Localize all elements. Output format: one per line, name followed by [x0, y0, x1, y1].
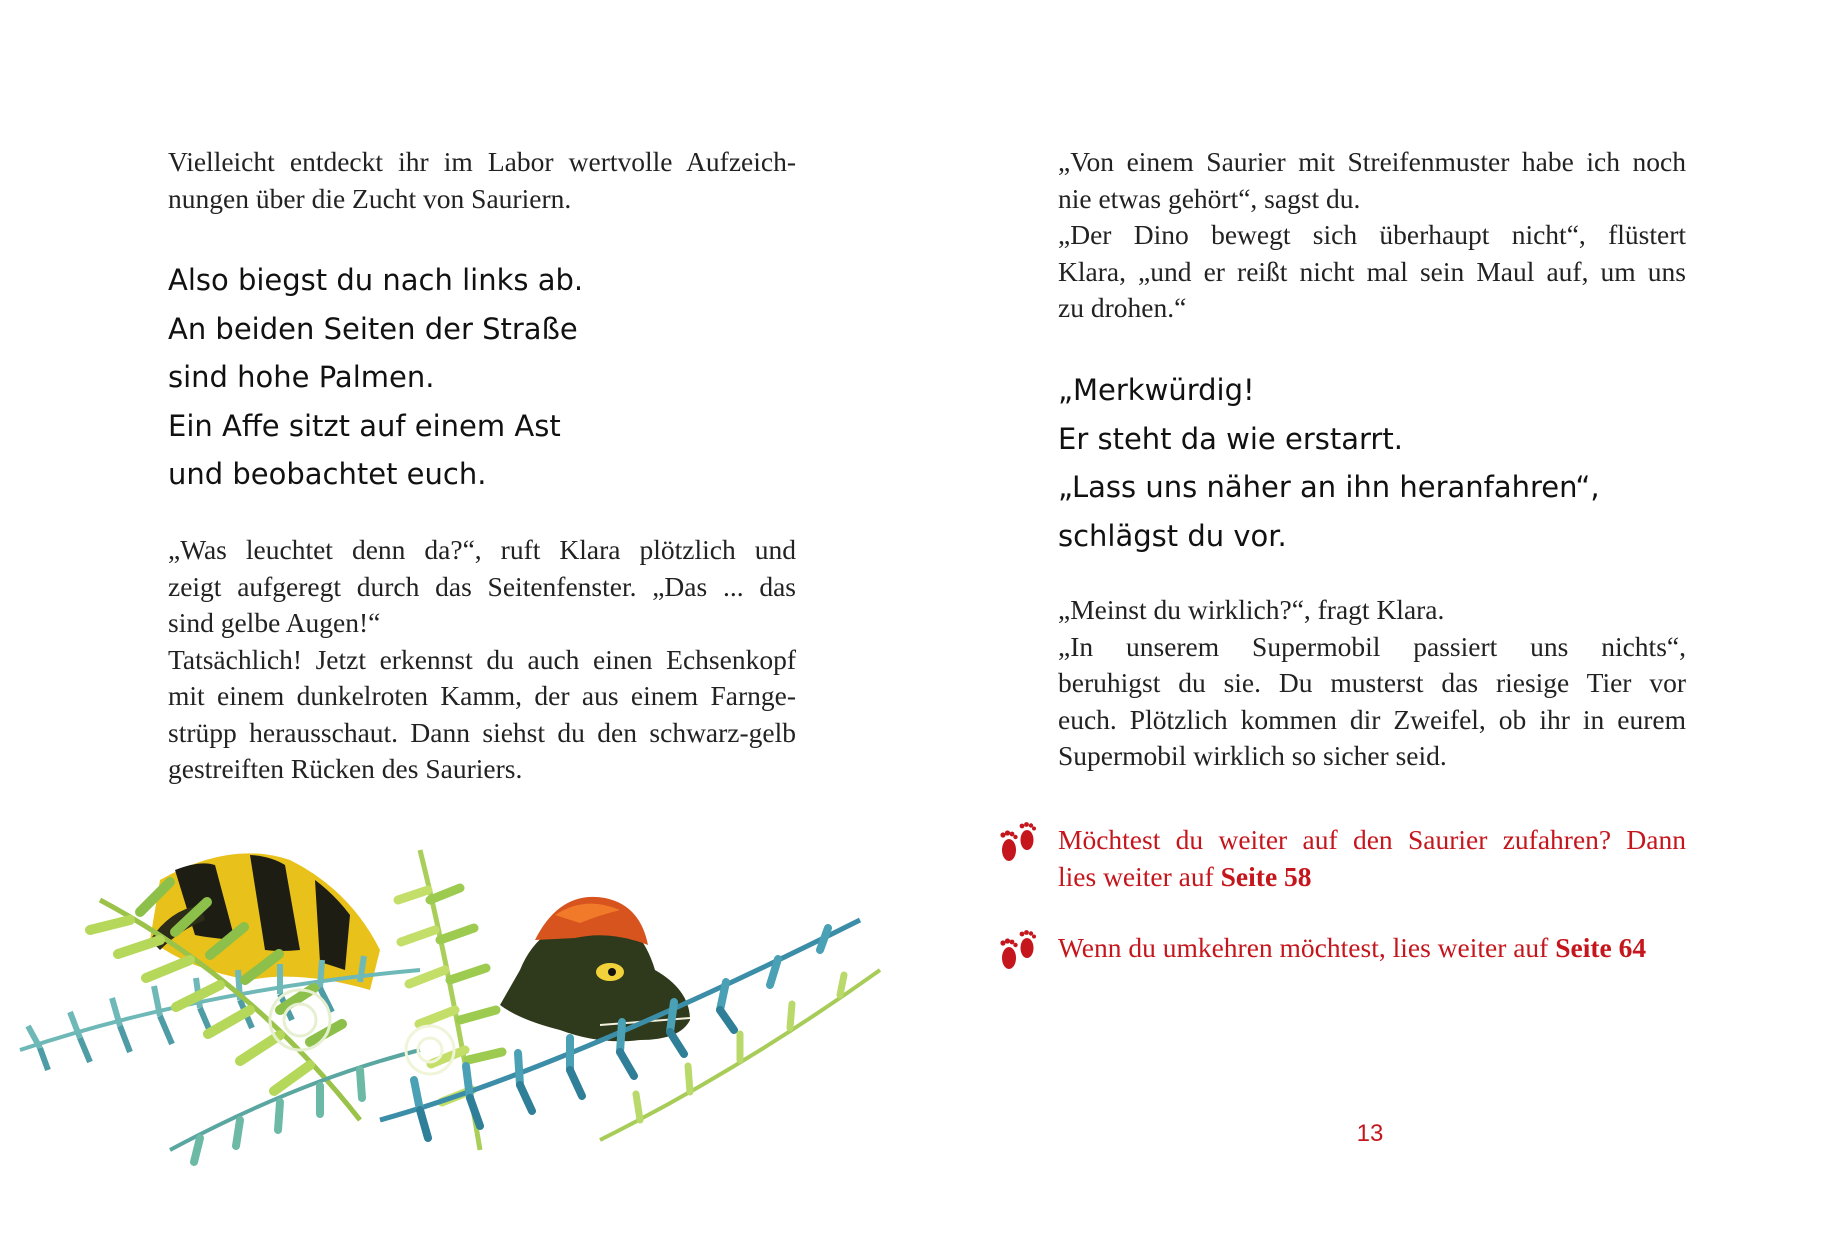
- text-line: und beobachtet euch.: [168, 457, 487, 491]
- text-line: nie etwas gehört“, sagst du.: [1058, 182, 1361, 214]
- dino-head: [500, 897, 690, 1041]
- text-line: gestreiften Rücken des Sauriers.: [168, 753, 523, 784]
- page-link-64[interactable]: Seite 64: [1555, 932, 1647, 963]
- choice-line: Möchtest du weiter auf den Saurier zufahren? Dann: [1058, 824, 1686, 855]
- left-intro-paragraph: [168, 144, 796, 217]
- text-line: Also biegst du nach links ab.: [168, 263, 584, 297]
- right-big-text: [1058, 366, 1686, 560]
- footprints-icon: [998, 820, 1038, 868]
- right-paragraph-1: [1058, 144, 1686, 327]
- text-line: mit einem dunkelroten Kamm, der aus einem Farnge-: [168, 680, 796, 711]
- text-line: „Von einem Saurier mit Streifenmuster habe ich noch: [1058, 146, 1686, 177]
- left-big-text: [168, 256, 796, 499]
- choice-text: Wenn du umkehren möchtest, lies weiter auf: [1058, 932, 1556, 963]
- text-line: nungen über die Zucht von Sauriern.: [168, 182, 572, 214]
- text-line: „Meinst du wirklich?“, fragt Klara.: [1058, 594, 1445, 625]
- text-line: „In unserem Supermobil passiert uns nichts“,: [1058, 630, 1686, 662]
- text-line: „Was leuchtet denn da?“, ruft Klara plötzlich und: [168, 534, 796, 565]
- text-line: euch. Plötzlich kommen dir Zweifel, ob ihr in eurem: [1058, 703, 1686, 735]
- footprints-icon: [998, 928, 1038, 976]
- text-line: An beiden Seiten der Straße: [168, 311, 578, 346]
- text-line: Klara, „und er reißt nicht mal sein Maul auf, um uns: [1058, 255, 1686, 287]
- dinosaur-fern-illustration: [0, 820, 900, 1180]
- text-line: „Der Dino bewegt sich überhaupt nicht“, flüstert: [1058, 219, 1686, 250]
- page-number: 13: [1356, 1120, 1384, 1147]
- left-story-paragraph: [168, 532, 796, 788]
- text-line: schlägst du vor.: [1058, 518, 1287, 553]
- text-line: Ein Affe sitzt auf einem Ast: [168, 408, 561, 443]
- text-line: zeigt aufgeregt durch das Seitenfenster. „Das ... das: [168, 570, 796, 602]
- text-line: strüpp herausschaut. Dann siehst du den schwarz-gelb: [168, 716, 796, 748]
- text-line: Tatsächlich! Jetzt erkennst du auch einen Echsenkopf: [168, 643, 796, 675]
- choice-line: [1058, 859, 1686, 896]
- right-paragraph-2: [1058, 592, 1686, 775]
- text-line: sind hohe Palmen.: [168, 360, 435, 394]
- text-line: Er steht da wie erstarrt.: [1058, 421, 1403, 456]
- text-line: beruhigst du sie. Du musterst das riesige Tier vor: [1058, 667, 1686, 698]
- text-line: „Lass uns näher an ihn heranfahren“,: [1058, 470, 1600, 504]
- text-line: Vielleicht entdeckt ihr im Labor wertvolle Aufzeich-: [168, 146, 796, 177]
- text-line: Supermobil wirklich so sicher seid.: [1058, 740, 1447, 771]
- fern-leaves: [20, 850, 880, 1162]
- text-line: „Merkwürdig!: [1058, 373, 1255, 407]
- page-link-58[interactable]: Seite 58: [1220, 860, 1312, 892]
- choice-turn-back[interactable]: [1058, 930, 1686, 967]
- choice-line: [1058, 930, 1686, 967]
- choice-continue[interactable]: [1058, 822, 1686, 895]
- text-line: zu drohen.“: [1058, 292, 1187, 323]
- choice-text: lies weiter auf: [1058, 860, 1221, 892]
- text-line: sind gelbe Augen!“: [168, 607, 381, 638]
